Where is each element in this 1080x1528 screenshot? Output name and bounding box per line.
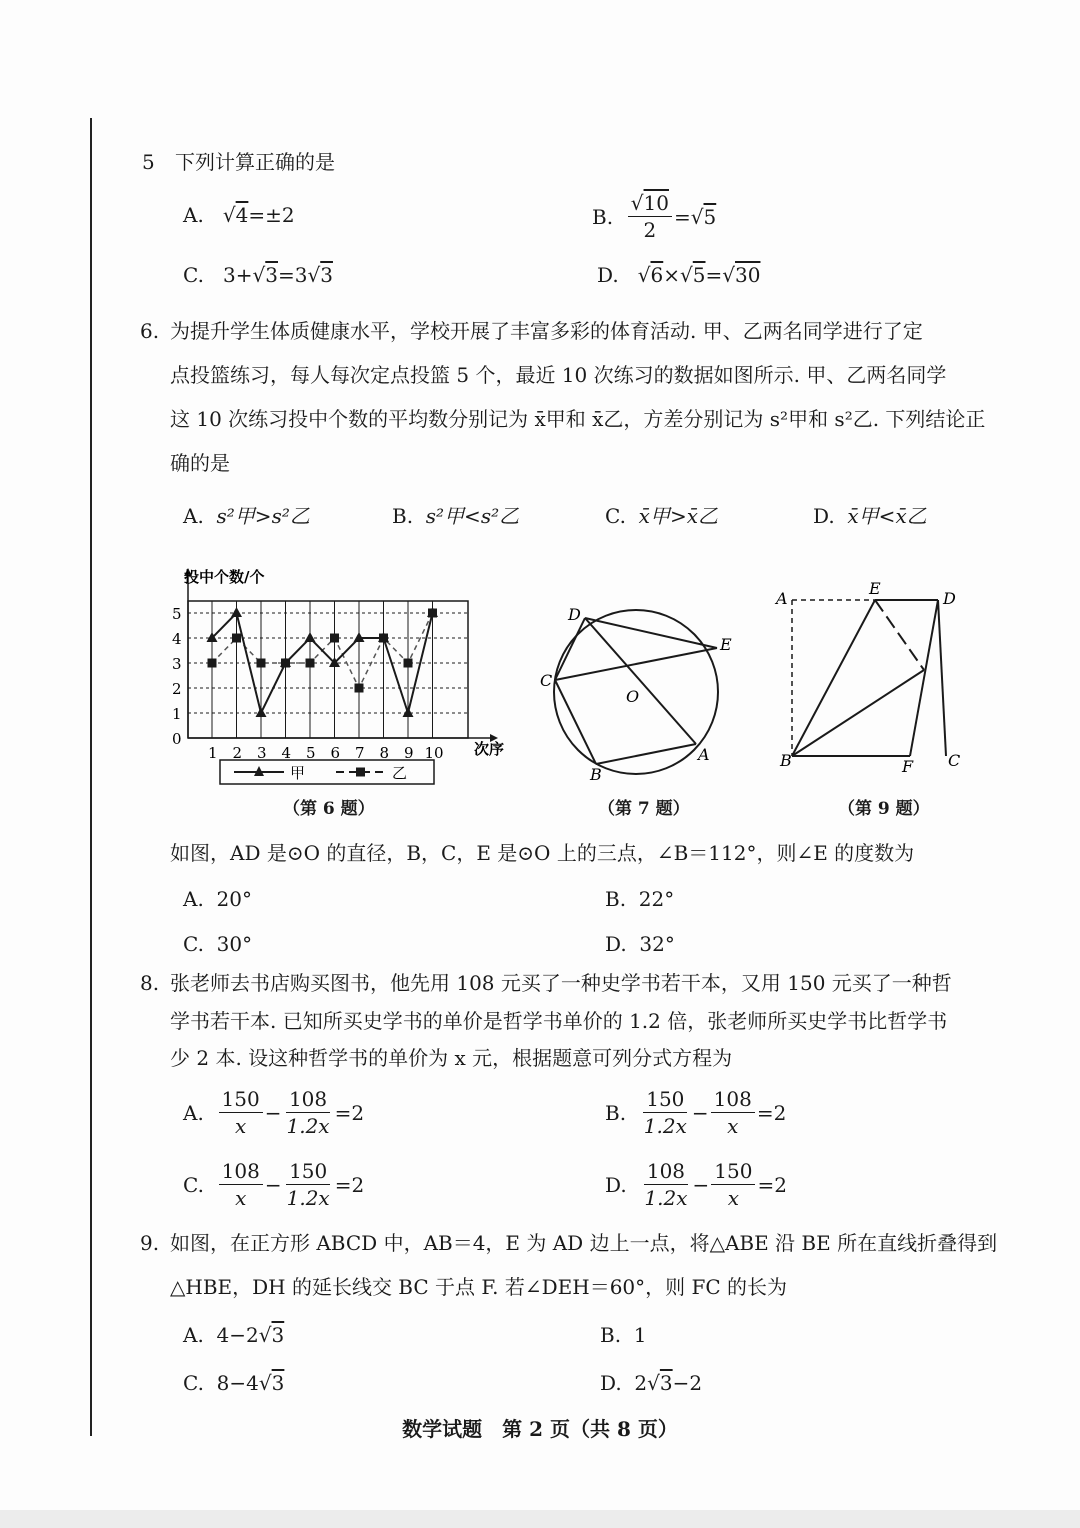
chart-x-tick-label: 8	[379, 744, 390, 762]
q5-option-a: A. √4=±2	[183, 203, 295, 227]
fig9-label-b: B	[780, 751, 792, 770]
chart-y-tick-label: 0	[172, 730, 182, 748]
fig9-label-a: A	[776, 589, 788, 608]
fig9-line-be	[792, 600, 875, 756]
chart-point-jia	[256, 707, 267, 717]
q5-option-c: C. 3+√3=3√3	[183, 263, 333, 287]
chart-y-tick-label: 1	[172, 705, 182, 723]
q7-stem: 如图，AD 是⊙O 的直径，B，C，E 是⊙O 上的三点，∠B＝112°，则∠E 的度数为	[170, 841, 915, 865]
q8-number: 8.	[140, 971, 160, 995]
fig7-caption: （第 7 题）	[598, 799, 690, 819]
fig7-label-e: E	[720, 635, 732, 654]
q8-option-a: A. $\frac{150}{x}$ − $\frac{108}{1.2x}$ =2	[183, 1087, 365, 1138]
q7-option-a: A. 20°	[183, 887, 252, 911]
q8-line2: 学书若干本. 已知所买史学书的单价是哲学书单价的 1.2 倍，张老师所买史学书比哲学书	[170, 1009, 948, 1033]
chart-x-tick-label: 7	[355, 744, 365, 762]
q6-option-a: A. s²甲>s²乙	[183, 504, 310, 528]
fig7-label-c: C	[540, 671, 553, 690]
fig7-label-o: O	[626, 687, 640, 706]
chart-point-yi	[208, 659, 217, 668]
q9-number: 9.	[140, 1231, 160, 1255]
q8-option-b: B. $\frac{150}{1.2x}$ − $\frac{108}{x}$ =2	[605, 1087, 787, 1138]
chart-x-axis-label: 次序	[474, 740, 505, 758]
q6-option-b: B. s²甲<s²乙	[392, 504, 520, 528]
q6-line1: 为提升学生体质健康水平，学校开展了丰富多彩的体育活动. 甲、乙两名同学进行了定	[170, 319, 923, 343]
chord-ad	[585, 618, 696, 744]
chart-x-tick-label: 9	[404, 744, 414, 762]
bottom-strip	[0, 1510, 1080, 1528]
chart-point-jia	[403, 707, 414, 717]
chart-y-tick-label: 5	[172, 605, 182, 623]
chart-x-tick-label: 5	[306, 744, 316, 762]
q7-option-b: B. 22°	[605, 887, 675, 911]
chart-legend-jia-label: 甲	[290, 764, 306, 782]
chart-point-jia	[231, 607, 242, 617]
fig9-label-e: E	[869, 579, 881, 598]
chart-legend-yi-label: 乙	[392, 764, 408, 782]
fig9-square-diagram	[770, 578, 970, 778]
fig7-circle-diagram	[530, 592, 740, 792]
q8-line1: 张老师去书店购买图书，他先用 108 元买了一种史学书若干本，又用 150 元买了一种哲	[170, 971, 952, 995]
fig9-label-d: D	[943, 589, 956, 608]
q6-option-c: C. x̄甲>x̄乙	[605, 504, 718, 528]
q9-option-d: D. 2√3−2	[600, 1371, 703, 1395]
page-footer: 数学试题 第 2 页（共 8 页）	[402, 1417, 678, 1441]
fig9-label-c: C	[948, 751, 961, 770]
chart-y-axis-label: 投中个数/个	[184, 568, 265, 586]
fig6-caption: （第 6 题）	[283, 799, 375, 819]
chart-x-tick-label: 6	[330, 744, 341, 762]
margin-line	[90, 118, 92, 1436]
q9-line1: 如图，在正方形 ABCD 中，AB＝4，E 为 AD 边上一点，将△ABE 沿 BE 所在直线折叠得到	[170, 1231, 998, 1255]
q8-line3: 少 2 本. 设这种哲学书的单价为 x 元，根据题意可列分式方程为	[170, 1046, 733, 1070]
chart-x-tick-label: 1	[208, 744, 218, 762]
fig7-label-b: B	[590, 765, 602, 784]
chart-plot-box	[188, 601, 468, 738]
fig9-line-df	[910, 600, 938, 756]
chart-x-tick-label: 10	[424, 744, 444, 762]
fig9-line-bh	[792, 670, 924, 756]
q9-option-c: C. 8−4√3	[183, 1371, 285, 1395]
chart-y-tick-label: 3	[172, 655, 182, 673]
fig6-line-chart	[160, 562, 520, 792]
q5-option-b: B. $\frac{√10}{2}$ =√5	[592, 191, 717, 242]
q6-option-d: D. x̄甲<x̄乙	[813, 504, 927, 528]
chart-point-yi	[232, 634, 241, 643]
q9-option-a: A. 4−2√3	[183, 1323, 285, 1347]
q9-line2: △HBE，DH 的延长线交 BC 于点 F. 若∠DEH＝60°，则 FC 的长为	[170, 1275, 788, 1299]
chart-legend-yi-marker	[356, 768, 365, 777]
q8-option-d: D. $\frac{108}{1.2x}$ − $\frac{150}{x}$ =2	[605, 1159, 787, 1210]
fig9-label-f: F	[902, 757, 914, 776]
chart-x-tick-label: 4	[281, 744, 292, 762]
q5-stem: 下列计算正确的是	[175, 150, 335, 174]
fig7-label-a: A	[698, 745, 710, 764]
chart-point-jia	[305, 632, 316, 642]
chart-point-yi	[404, 659, 413, 668]
fig9-line-eh	[875, 600, 924, 670]
fig9-edge-dc	[938, 600, 946, 756]
chart-point-yi	[257, 659, 266, 668]
q6-line4: 确的是	[170, 451, 230, 475]
chart-x-tick-label: 2	[232, 744, 243, 762]
chart-y-tick-label: 4	[172, 630, 182, 648]
fig7-label-d: D	[568, 605, 581, 624]
chord-de	[585, 618, 717, 648]
chord-dc	[555, 618, 585, 680]
q7-option-c: C. 30°	[183, 932, 253, 956]
chart-x-tick-label: 3	[257, 744, 267, 762]
chart-y-tick-label: 2	[172, 680, 182, 698]
chart-point-yi	[330, 634, 339, 643]
q9-option-b: B. 1	[600, 1323, 647, 1347]
q6-line3: 这 10 次练习投中个数的平均数分别记为 x̄甲和 x̄乙，方差分别记为 s²甲和 s²乙. 下列结论正	[170, 407, 986, 431]
q6-number: 6.	[140, 319, 160, 343]
chart-point-yi	[306, 659, 315, 668]
q5-number: 5	[142, 150, 155, 174]
q7-option-d: D. 32°	[605, 932, 675, 956]
chord-cb	[555, 680, 596, 764]
chart-point-yi	[355, 684, 364, 693]
q5-option-d: D. √6×√5=√30	[597, 263, 761, 287]
fig9-caption: （第 9 题）	[838, 799, 930, 819]
q8-option-c: C. $\frac{108}{x}$ − $\frac{150}{1.2x}$ =2	[183, 1159, 365, 1210]
q6-line2: 点投篮练习，每人每次定点投篮 5 个，最近 10 次练习的数据如图所示. 甲、乙两名同学	[170, 363, 947, 387]
